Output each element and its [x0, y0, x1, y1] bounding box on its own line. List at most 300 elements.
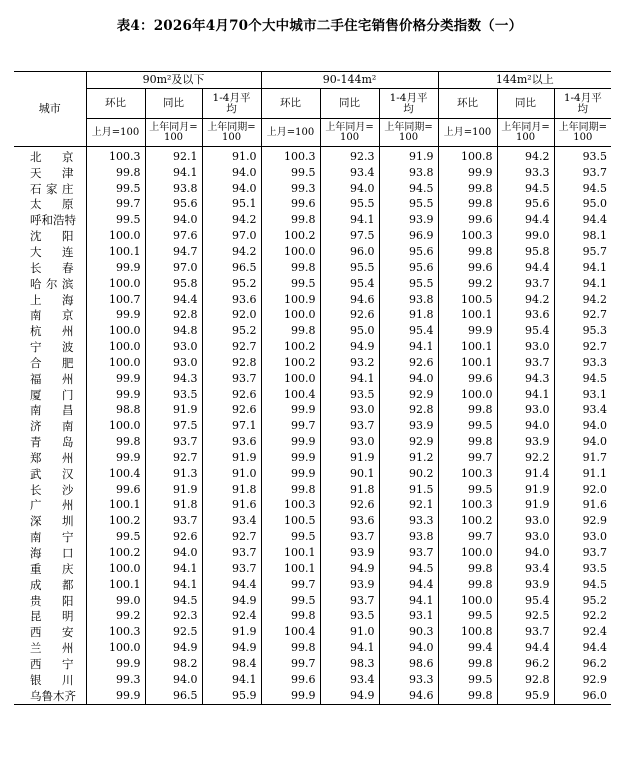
index-value: 91.3	[145, 466, 202, 482]
index-value: 99.9	[261, 434, 320, 450]
index-value: 98.1	[582, 229, 608, 243]
index-value: 93.7	[582, 165, 608, 179]
sub-header-cell: 环比	[86, 89, 145, 119]
index-value: 92.3	[145, 608, 202, 624]
index-value: 99.5	[86, 529, 145, 545]
index-value: 92.4	[202, 608, 261, 624]
index-value: 96.5	[202, 260, 261, 276]
city-name: 郑州	[14, 450, 86, 466]
city-name: 北京	[14, 147, 86, 165]
index-value: 94.6	[379, 688, 438, 704]
index-value: 93.9	[497, 577, 554, 593]
base-header-cell: 上年同期=100	[379, 119, 438, 147]
index-value: 93.8	[379, 165, 438, 181]
index-value: 99.8	[261, 323, 320, 339]
index-value: 94.1	[582, 276, 608, 290]
index-value: 99.9	[86, 307, 145, 323]
index-value: 94.1	[145, 561, 202, 577]
index-value: 91.0	[320, 624, 379, 640]
table-row	[14, 339, 611, 355]
index-value: 93.9	[379, 212, 438, 228]
index-value: 94.0	[145, 672, 202, 688]
index-value: 92.7	[582, 340, 608, 354]
group-header-small: 90m²及以下	[86, 72, 261, 89]
index-value: 100.3	[438, 498, 497, 514]
city-name: 石家庄	[14, 181, 86, 197]
table-row	[14, 466, 611, 482]
index-value: 94.0	[379, 371, 438, 387]
table-row	[14, 418, 611, 434]
index-value: 100.0	[86, 339, 145, 355]
index-value: 91.9	[202, 450, 261, 466]
table-row	[14, 147, 611, 165]
city-name: 成都	[14, 577, 86, 593]
city-name: 深圳	[14, 513, 86, 529]
index-value: 94.4	[145, 292, 202, 308]
index-value: 91.4	[497, 466, 554, 482]
index-value: 93.9	[320, 545, 379, 561]
index-value: 93.6	[202, 292, 261, 308]
index-value: 95.8	[145, 276, 202, 292]
index-value: 93.3	[379, 672, 438, 688]
index-value: 93.7	[582, 546, 608, 560]
index-value: 98.3	[320, 656, 379, 672]
index-value: 95.5	[320, 197, 379, 213]
index-value: 100.0	[438, 593, 497, 609]
index-value: 94.1	[582, 260, 608, 274]
index-value: 100.2	[86, 545, 145, 561]
index-value: 97.5	[145, 418, 202, 434]
table-row	[14, 529, 611, 545]
index-value: 93.3	[497, 165, 554, 181]
city-name: 大连	[14, 244, 86, 260]
index-value: 100.3	[438, 228, 497, 244]
sub-header-cell: 环比	[438, 89, 497, 119]
index-value: 97.0	[202, 228, 261, 244]
index-value: 95.6	[379, 244, 438, 260]
sub-header-cell: 1-4月平均	[554, 89, 611, 119]
index-value: 99.0	[497, 228, 554, 244]
index-value: 93.0	[497, 403, 554, 419]
index-value: 100.3	[86, 624, 145, 640]
index-value: 99.2	[86, 608, 145, 624]
city-name: 长春	[14, 260, 86, 276]
index-value: 99.9	[86, 387, 145, 403]
index-value: 94.3	[145, 371, 202, 387]
index-value: 91.9	[145, 482, 202, 498]
base-header-row	[14, 119, 611, 147]
table-row	[14, 688, 611, 704]
index-value: 94.9	[145, 640, 202, 656]
table-row	[14, 593, 611, 609]
index-value: 99.3	[86, 672, 145, 688]
city-name: 武汉	[14, 466, 86, 482]
base-header-cell: 上月=100	[261, 119, 320, 147]
index-value: 99.8	[438, 244, 497, 260]
index-value: 95.9	[202, 688, 261, 704]
table-row	[14, 387, 611, 403]
index-value: 95.4	[320, 276, 379, 292]
index-value: 94.4	[497, 640, 554, 656]
index-value: 100.3	[261, 498, 320, 514]
index-value: 99.9	[261, 450, 320, 466]
index-value: 94.0	[145, 212, 202, 228]
index-value: 100.2	[261, 355, 320, 371]
index-value: 100.0	[86, 561, 145, 577]
index-value: 92.7	[582, 308, 608, 322]
index-value: 94.0	[497, 545, 554, 561]
index-value: 93.7	[202, 545, 261, 561]
price-index-table	[14, 71, 611, 705]
index-value: 93.5	[145, 387, 202, 403]
index-value: 93.4	[320, 165, 379, 181]
index-value: 93.7	[497, 276, 554, 292]
index-value: 99.8	[438, 688, 497, 704]
city-name: 福州	[14, 371, 86, 387]
index-value: 94.2	[582, 292, 608, 306]
index-value: 94.9	[320, 339, 379, 355]
index-value: 99.5	[438, 608, 497, 624]
sub-header-cell: 环比	[261, 89, 320, 119]
index-value: 100.0	[86, 640, 145, 656]
table-row	[14, 212, 611, 228]
index-value: 93.9	[320, 577, 379, 593]
city-name: 贵阳	[14, 593, 86, 609]
index-value: 96.5	[145, 688, 202, 704]
index-value: 96.0	[554, 688, 611, 704]
index-value: 95.6	[497, 197, 554, 213]
base-header-cell: 上年同月=100	[145, 119, 202, 147]
index-value: 100.2	[438, 513, 497, 529]
index-value: 99.9	[438, 323, 497, 339]
index-value: 93.4	[497, 561, 554, 577]
city-name: 上海	[14, 292, 86, 308]
index-value: 97.0	[145, 260, 202, 276]
index-value: 100.1	[438, 339, 497, 355]
base-header-cell: 上年同期=100	[202, 119, 261, 147]
index-value: 93.5	[582, 561, 608, 575]
index-value: 93.2	[320, 355, 379, 371]
index-value: 92.8	[497, 672, 554, 688]
table-row	[14, 244, 611, 260]
table-row	[14, 561, 611, 577]
index-value: 99.7	[438, 529, 497, 545]
city-name: 长沙	[14, 482, 86, 498]
index-value: 93.6	[320, 513, 379, 529]
index-value: 99.9	[438, 165, 497, 181]
index-value: 93.5	[320, 608, 379, 624]
index-value: 99.9	[86, 656, 145, 672]
index-value: 98.8	[86, 403, 145, 419]
index-value: 97.6	[145, 228, 202, 244]
city-name: 哈尔滨	[14, 276, 86, 292]
city-name: 昆明	[14, 608, 86, 624]
index-value: 93.4	[582, 403, 608, 417]
index-value: 94.9	[320, 688, 379, 704]
index-value: 95.4	[497, 593, 554, 609]
index-value: 100.0	[261, 307, 320, 323]
table-row	[14, 260, 611, 276]
index-value: 99.8	[438, 656, 497, 672]
index-value: 93.7	[497, 355, 554, 371]
index-value: 92.5	[145, 624, 202, 640]
city-name: 南宁	[14, 529, 86, 545]
index-value: 94.5	[379, 561, 438, 577]
index-value: 93.8	[145, 181, 202, 197]
index-value: 91.0	[202, 147, 261, 165]
index-value: 91.7	[582, 450, 608, 464]
index-value: 92.8	[202, 355, 261, 371]
index-value: 99.7	[261, 577, 320, 593]
table-row	[14, 403, 611, 419]
index-value: 100.0	[261, 371, 320, 387]
index-value: 99.8	[438, 197, 497, 213]
index-value: 93.3	[379, 513, 438, 529]
index-value: 99.6	[261, 197, 320, 213]
index-value: 99.9	[261, 688, 320, 704]
table-title: 表4：2026年4月70个大中城市二手住宅销售价格分类指数（一）	[116, 18, 523, 34]
index-value: 99.6	[438, 371, 497, 387]
index-value: 93.0	[497, 529, 554, 545]
index-value: 94.1	[379, 593, 438, 609]
index-value: 93.0	[320, 434, 379, 450]
table-row	[14, 228, 611, 244]
base-header-cell: 上月=100	[438, 119, 497, 147]
index-value: 96.2	[582, 656, 608, 670]
index-value: 93.7	[320, 529, 379, 545]
sub-header-cell: 同比	[145, 89, 202, 119]
sub-header-row	[14, 89, 611, 119]
index-value: 98.4	[202, 656, 261, 672]
index-value: 95.0	[320, 323, 379, 339]
index-value: 99.8	[261, 640, 320, 656]
index-value: 99.7	[438, 450, 497, 466]
index-value: 92.9	[582, 514, 608, 528]
index-value: 99.8	[261, 212, 320, 228]
table-row	[14, 292, 611, 308]
city-name: 乌鲁木齐	[14, 688, 86, 704]
city-name: 西安	[14, 624, 86, 640]
index-value: 100.1	[261, 545, 320, 561]
index-value: 90.1	[320, 466, 379, 482]
index-value: 91.9	[497, 482, 554, 498]
index-value: 99.9	[86, 260, 145, 276]
table-row	[14, 434, 611, 450]
index-value: 94.1	[379, 339, 438, 355]
index-value: 99.2	[438, 276, 497, 292]
index-value: 100.0	[86, 228, 145, 244]
sub-header-cell: 1-4月平均	[379, 89, 438, 119]
table-row	[14, 513, 611, 529]
index-value: 91.5	[379, 482, 438, 498]
city-column-header: 城市	[14, 72, 86, 147]
index-value: 94.2	[497, 292, 554, 308]
index-value: 94.5	[497, 181, 554, 197]
index-value: 91.9	[379, 147, 438, 165]
index-value: 92.1	[379, 498, 438, 514]
index-value: 91.9	[320, 450, 379, 466]
index-value: 92.6	[320, 498, 379, 514]
index-value: 91.9	[497, 498, 554, 514]
index-value: 92.9	[379, 387, 438, 403]
city-name: 广州	[14, 498, 86, 514]
city-name: 呼和浩特	[14, 212, 86, 228]
table-row	[14, 640, 611, 656]
base-header-cell: 上年同期=100	[554, 119, 611, 147]
index-value: 100.0	[438, 387, 497, 403]
index-value: 94.0	[202, 165, 261, 181]
index-value: 100.1	[438, 355, 497, 371]
index-value: 95.4	[379, 323, 438, 339]
index-value: 100.3	[261, 147, 320, 165]
index-value: 93.7	[320, 418, 379, 434]
table-row	[14, 577, 611, 593]
index-value: 100.4	[86, 466, 145, 482]
city-name: 宁波	[14, 339, 86, 355]
index-value: 92.0	[582, 482, 608, 496]
index-value: 94.1	[145, 165, 202, 181]
city-name: 厦门	[14, 387, 86, 403]
index-value: 94.3	[497, 371, 554, 387]
index-value: 94.1	[145, 577, 202, 593]
index-value: 94.0	[497, 418, 554, 434]
index-value: 100.1	[261, 561, 320, 577]
table-row	[14, 498, 611, 514]
index-value: 95.2	[202, 276, 261, 292]
index-value: 93.6	[497, 307, 554, 323]
city-name: 重庆	[14, 561, 86, 577]
city-name: 合肥	[14, 355, 86, 371]
index-value: 94.8	[145, 323, 202, 339]
index-value: 100.0	[86, 355, 145, 371]
table-row	[14, 355, 611, 371]
table-row	[14, 624, 611, 640]
index-value: 93.8	[379, 292, 438, 308]
index-value: 94.2	[202, 212, 261, 228]
index-value: 92.7	[202, 529, 261, 545]
index-value: 100.9	[261, 292, 320, 308]
index-value: 93.7	[145, 434, 202, 450]
index-value: 94.1	[320, 371, 379, 387]
index-value: 94.1	[320, 640, 379, 656]
index-value: 94.5	[582, 181, 608, 195]
index-value: 94.4	[202, 577, 261, 593]
index-value: 90.2	[379, 466, 438, 482]
index-value: 94.4	[497, 260, 554, 276]
index-value: 99.6	[438, 260, 497, 276]
index-value: 99.8	[86, 165, 145, 181]
sub-header-cell: 1-4月平均	[202, 89, 261, 119]
index-value: 93.0	[145, 339, 202, 355]
index-value: 96.9	[379, 228, 438, 244]
index-value: 94.5	[582, 371, 608, 385]
index-value: 100.1	[86, 244, 145, 260]
index-value: 93.5	[582, 149, 608, 163]
index-value: 99.7	[261, 418, 320, 434]
base-header-cell: 上年同月=100	[497, 119, 554, 147]
index-value: 93.1	[582, 387, 608, 401]
index-value: 92.3	[320, 147, 379, 165]
index-value: 91.8	[379, 307, 438, 323]
index-value: 94.1	[202, 672, 261, 688]
index-value: 93.9	[497, 434, 554, 450]
index-value: 93.0	[145, 355, 202, 371]
index-value: 91.0	[202, 466, 261, 482]
index-value: 99.5	[86, 181, 145, 197]
index-value: 100.0	[86, 323, 145, 339]
index-value: 95.6	[145, 197, 202, 213]
index-value: 99.8	[438, 403, 497, 419]
index-value: 93.5	[320, 387, 379, 403]
index-value: 95.5	[320, 260, 379, 276]
index-value: 92.9	[379, 434, 438, 450]
index-value: 94.4	[582, 641, 608, 655]
index-value: 93.7	[202, 561, 261, 577]
index-value: 92.5	[497, 608, 554, 624]
index-value: 94.7	[145, 244, 202, 260]
index-value: 96.2	[497, 656, 554, 672]
index-value: 100.3	[438, 466, 497, 482]
index-value: 91.8	[320, 482, 379, 498]
index-value: 94.4	[379, 577, 438, 593]
index-value: 94.2	[497, 147, 554, 165]
index-value: 99.5	[438, 672, 497, 688]
index-value: 93.7	[202, 371, 261, 387]
index-value: 94.0	[582, 435, 608, 449]
index-value: 100.0	[438, 545, 497, 561]
index-value: 93.0	[497, 339, 554, 355]
index-value: 99.7	[261, 656, 320, 672]
index-value: 99.5	[261, 165, 320, 181]
city-name: 天津	[14, 165, 86, 181]
city-name: 银川	[14, 672, 86, 688]
table-row	[14, 197, 611, 213]
base-header-cell: 上年同月=100	[320, 119, 379, 147]
index-value: 100.1	[86, 577, 145, 593]
index-value: 99.6	[438, 212, 497, 228]
index-value: 100.3	[86, 147, 145, 165]
table-row	[14, 323, 611, 339]
index-value: 98.6	[379, 656, 438, 672]
index-value: 93.4	[320, 672, 379, 688]
index-value: 99.5	[438, 482, 497, 498]
index-value: 92.0	[202, 307, 261, 323]
index-value: 99.9	[86, 371, 145, 387]
index-value: 92.8	[145, 307, 202, 323]
base-header-cell: 上月=100	[86, 119, 145, 147]
index-value: 93.4	[202, 513, 261, 529]
table-row	[14, 276, 611, 292]
index-value: 92.6	[202, 403, 261, 419]
index-value: 92.1	[145, 147, 202, 165]
index-value: 93.0	[320, 403, 379, 419]
index-value: 94.9	[320, 561, 379, 577]
index-value: 99.8	[261, 608, 320, 624]
group-header-large: 144m²以上	[438, 72, 611, 89]
table-row	[14, 656, 611, 672]
index-value: 98.2	[145, 656, 202, 672]
index-value: 93.6	[202, 434, 261, 450]
table-row	[14, 371, 611, 387]
city-name: 太原	[14, 197, 86, 213]
index-value: 93.7	[145, 513, 202, 529]
index-value: 95.0	[582, 197, 608, 211]
index-value: 100.4	[261, 387, 320, 403]
index-value: 94.1	[320, 212, 379, 228]
index-value: 99.9	[261, 466, 320, 482]
index-value: 95.7	[582, 244, 608, 258]
index-value: 100.8	[438, 147, 497, 165]
